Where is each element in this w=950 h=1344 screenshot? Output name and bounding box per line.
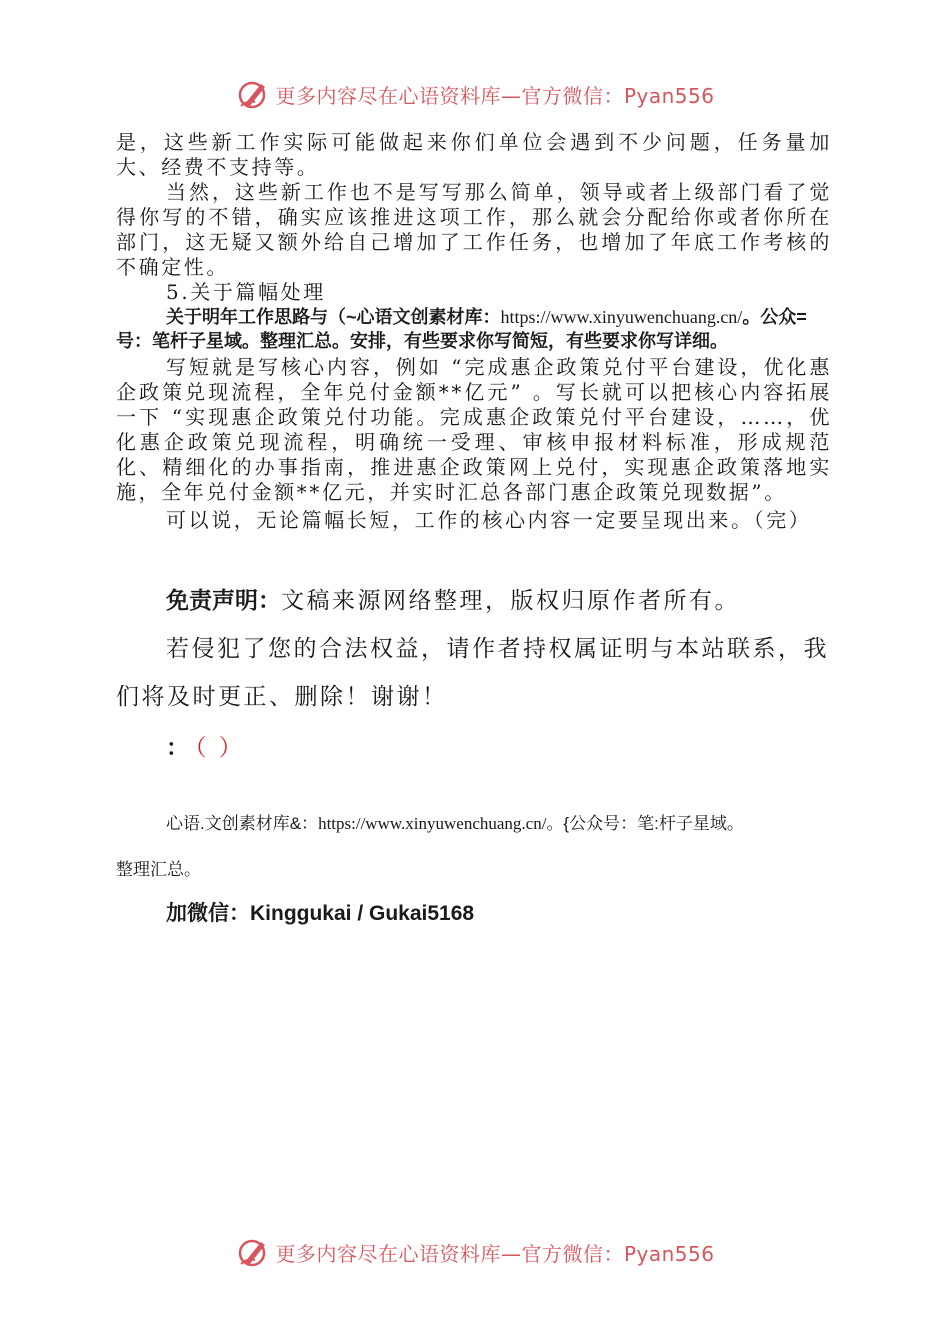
contact-colon: ： — [166, 734, 189, 760]
paragraph: 可以说，无论篇幅长短，工作的核心内容一定要呈现出来。（完） — [166, 508, 812, 532]
footer-prefix: 心语.文创素材库&： — [166, 814, 319, 833]
disclaimer-block — [116, 576, 832, 772]
inserted-url: https://www.xinyuwenchuang.cn/ — [500, 307, 743, 327]
article-body — [116, 130, 832, 533]
section-heading: 5.关于篇幅处理 — [166, 280, 326, 304]
disclaimer-text: 文稿来源网络整理，版权归原作者所有。 — [281, 588, 740, 614]
footer-url[interactable]: https://www.xinyuwenchuang.cn/ — [318, 814, 547, 833]
disclaimer-contact — [116, 723, 832, 772]
top-banner — [0, 74, 950, 114]
bottom-banner — [0, 1232, 950, 1272]
paragraph: 是，这些新工作实际可能做起来你们单位会遇到不少问题，任务量加大、经费不支持等。 — [116, 130, 832, 179]
pen-circle-logo-icon — [235, 1234, 271, 1270]
inserted-text-b: 。公众=号：笔杆子星域。整理汇总。安排，有些要求你写简短，有些要求你写详细。 — [116, 307, 807, 351]
footer-note — [116, 812, 832, 928]
banner-text: 更多内容尽在心语资料库—官方微信：Pyan556 — [275, 83, 715, 108]
inserted-watermark-line — [116, 305, 832, 353]
contact-parens: （ ） — [195, 735, 245, 761]
wechat-contact: 加微信：Kinggukai / Gukai5168 — [166, 902, 475, 925]
paragraph: 当然，这些新工作也不是写写那么简单，领导或者上级部门看了觉得你写的不错，确实应该推进这项工作，那么就会分配给你或者你所在部门，这无疑又额外给自己增加了工作任务，也增加了年底工作考核的不确定性。 — [116, 180, 832, 279]
footer-source-line — [116, 812, 832, 836]
inserted-text-a: 关于明年工作思路与（~心语文创素材库： — [166, 307, 501, 327]
pen-circle-logo-icon — [235, 76, 271, 112]
paragraph: 写短就是写核心内容，例如 “完成惠企政策兑付平台建设，优化惠企政策兑现流程，全年兑付金额**亿元” 。写长就可以把核心内容拓展一下 “实现惠企政策兑付功能。完成惠企政策兑付平台建设，……，优化惠企政策兑现流程，明确统一受理、审核申报材料标准，形成规范化、精细化的办事指南，推进惠企政策网上兑付，实现惠企政策落地实施，全年兑付金额**亿元，并实时汇总各部门惠企政策兑现数据”。 — [116, 355, 833, 504]
banner-text: 更多内容尽在心语资料库—官方微信：Pyan556 — [275, 1241, 715, 1266]
disclaimer-text-2: 若侵犯了您的合法权益，请作者持权属证明与本站联系，我们将及时更正、删除！谢谢！ — [116, 636, 829, 710]
footer-line-2: 整理汇总。 — [116, 860, 201, 879]
disclaimer-label: 免责声明： — [166, 587, 281, 613]
footer-suffix: 。{公众号：笔:杆子星域。 — [546, 814, 744, 833]
disclaimer-line — [116, 576, 832, 625]
